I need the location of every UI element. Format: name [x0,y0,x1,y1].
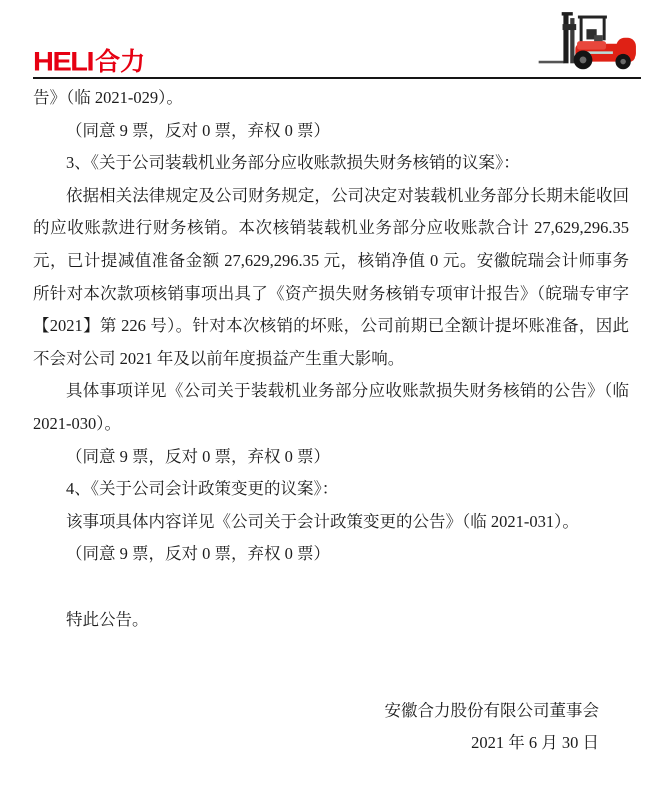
vote-result-item4: （同意 9 票，反对 0 票，弃权 0 票） [66,544,330,564]
signature-date: 2021 年 6 月 30 日 [471,733,599,753]
item-4-reference: 该事项具体内容详见《公司关于会计政策变更的公告》（临 2021-031）。 [66,511,579,531]
vote-result-item3: （同意 9 票，反对 0 票，弃权 0 票） [66,446,330,466]
signature-company: 安徽合力股份有限公司董事会 [384,700,599,720]
document-body [33,82,629,760]
forklift-fork [539,61,565,64]
heli-logo [33,47,145,77]
heli-logo-text-en: HELI [33,47,94,77]
item-3-reference: 具体事项详见《公司关于装载机业务部分应收账款损失财务核销的公告》（临 2021-030）。 [33,381,629,433]
item-3-title: 3、《关于公司装载机业务部分应收账款损失财务核销的议案》： [66,153,520,173]
signature-block [33,695,629,760]
closing-statement: 特此公告。 [66,609,149,629]
vote-result-item2: （同意 9 票，反对 0 票，弃权 0 票） [66,120,330,140]
forklift-icon [537,7,641,77]
paragraph-continuation: 告》（临 2021-029）。 [33,88,183,107]
heli-logo-text-cn: 合力 [95,48,146,76]
item-4-title: 4、《关于公司会计政策变更的议案》： [66,479,339,499]
page-header [33,0,641,79]
item-3-body: 依据相关法律规定及公司财务规定，公司决定对装载机业务部分长期未能收回的应收账款进行财务核销。本次核销装载机业务部分应收账款合计 27,629,296.35 元，已计提减值准备金额 27,629,296.35 元，核销净值 0 元。安徽皖瑞会计师事务所针对本次款项核销事项出具了《资产损失财务核销专项审计报告》（皖瑞专审字【2021】第 226 号）。针对本次核销的坏账，公司前期已全额计提坏账准备，因此不会对公司 2021 年及以前年度损益产生重大影响。 [33,185,629,368]
